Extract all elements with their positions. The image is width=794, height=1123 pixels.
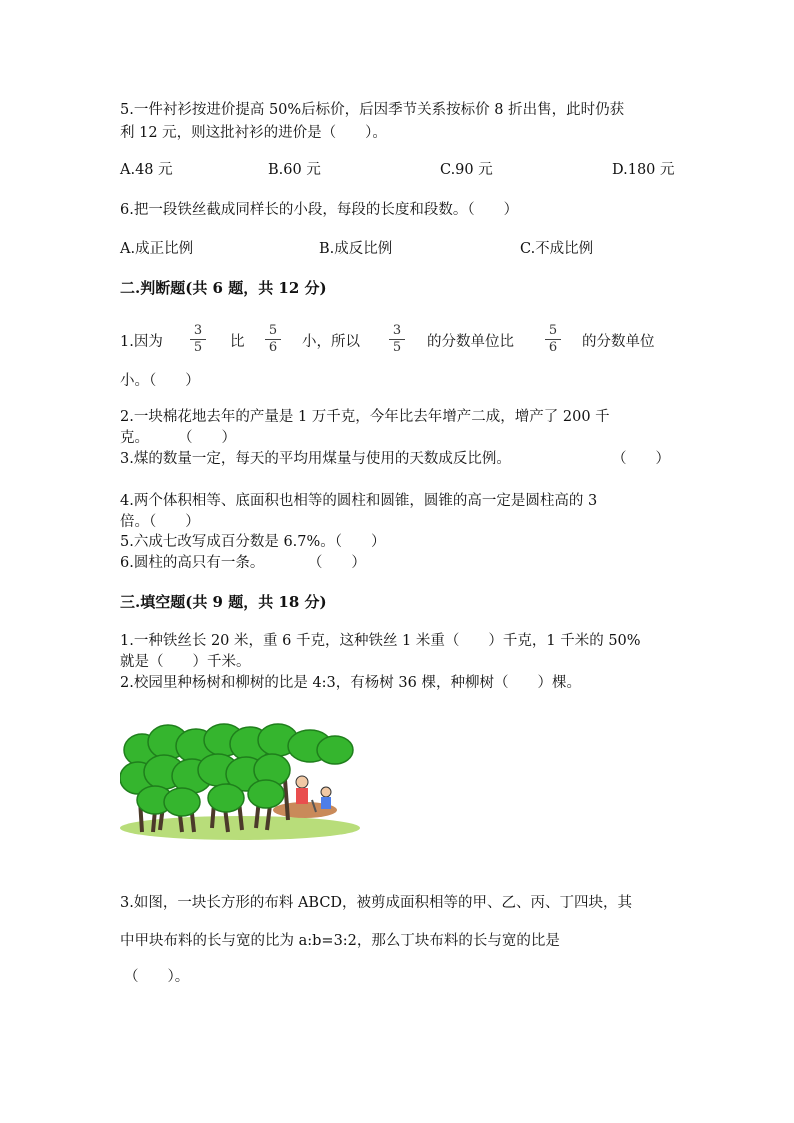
fraction-3-5-b: 3 5 <box>389 324 405 355</box>
section-2-title: 二.判断题(共 6 题，共 12 分) <box>120 279 327 297</box>
question-5-line2: 利 12 元，则这批衬衫的进价是（ ）。 <box>120 125 387 141</box>
judge-q4-line1: 4.两个体积相等、底面积也相等的圆柱和圆锥，圆锥的高一定是圆柱高的 3 <box>120 493 598 509</box>
judge-q1-part2: 比 <box>230 334 245 350</box>
fill-q2: 2.校园里种杨树和柳树的比是 4:3，有杨树 36 棵，种柳树（ ）棵。 <box>120 675 581 691</box>
judge-q3: 3.煤的数量一定，每天的平均用煤量与使用的天数成反比例。 <box>120 451 511 467</box>
q5-option-b: B.60 元 <box>268 162 321 178</box>
question-5-line1: 5.一件衬衫按进价提高 50%后标价，后因季节关系按标价 8 折出售，此时仍获 <box>120 102 625 118</box>
q5-option-a: A.48 元 <box>120 162 173 178</box>
fraction-5-6-b: 5 6 <box>545 324 561 355</box>
judge-q1-part4: 的分数单位比 <box>427 334 514 350</box>
judge-q2-line2: 克。 （ ） <box>120 430 236 446</box>
fraction-5-6: 5 6 <box>265 324 281 355</box>
q6-option-a: A.成正比例 <box>120 241 194 257</box>
trees-planting-illustration <box>120 720 360 845</box>
judge-q4-line2: 倍。（ ） <box>120 514 200 530</box>
fill-q1-line1: 1.一种铁丝长 20 米，重 6 千克，这种铁丝 1 米重（ ）千克，1 千米的 50% <box>120 633 641 649</box>
fill-q3-line3: （ ）。 <box>124 969 190 985</box>
q5-option-d: D.180 元 <box>612 162 675 178</box>
judge-q1-part3: 小，所以 <box>302 334 360 350</box>
q5-option-c: C.90 元 <box>440 162 493 178</box>
fraction-3-5: 3 5 <box>190 324 206 355</box>
judge-q6: 6.圆柱的高只有一条。 （ ） <box>120 555 366 571</box>
fill-q1-line2: 就是（ ）千米。 <box>120 654 251 670</box>
section-3-title: 三.填空题(共 9 题，共 18 分) <box>120 593 327 611</box>
q6-option-c: C.不成比例 <box>520 241 594 257</box>
judge-q1-part1: 1.因为 <box>120 334 163 350</box>
judge-q1-part5: 的分数单位 <box>582 334 655 350</box>
judge-q2-line1: 2.一块棉花地去年的产量是 1 万千克，今年比去年增产二成，增产了 200 千 <box>120 409 610 425</box>
fill-q3-line1: 3.如图，一块长方形的布料 ABCD，被剪成面积相等的甲、乙、丙、丁四块，其 <box>120 895 633 911</box>
fill-q3-line2: 中甲块布料的长与宽的比为 a:b=3:2，那么丁块布料的长与宽的比是 <box>120 933 560 949</box>
judge-q3-blank: （ ） <box>612 451 670 467</box>
judge-q1-line2: 小。（ ） <box>120 373 200 389</box>
question-6: 6.把一段铁丝截成同样长的小段，每段的长度和段数。（ ） <box>120 202 519 218</box>
judge-q5: 5.六成七改写成百分数是 6.7%。（ ） <box>120 534 386 550</box>
q6-option-b: B.成反比例 <box>319 241 393 257</box>
